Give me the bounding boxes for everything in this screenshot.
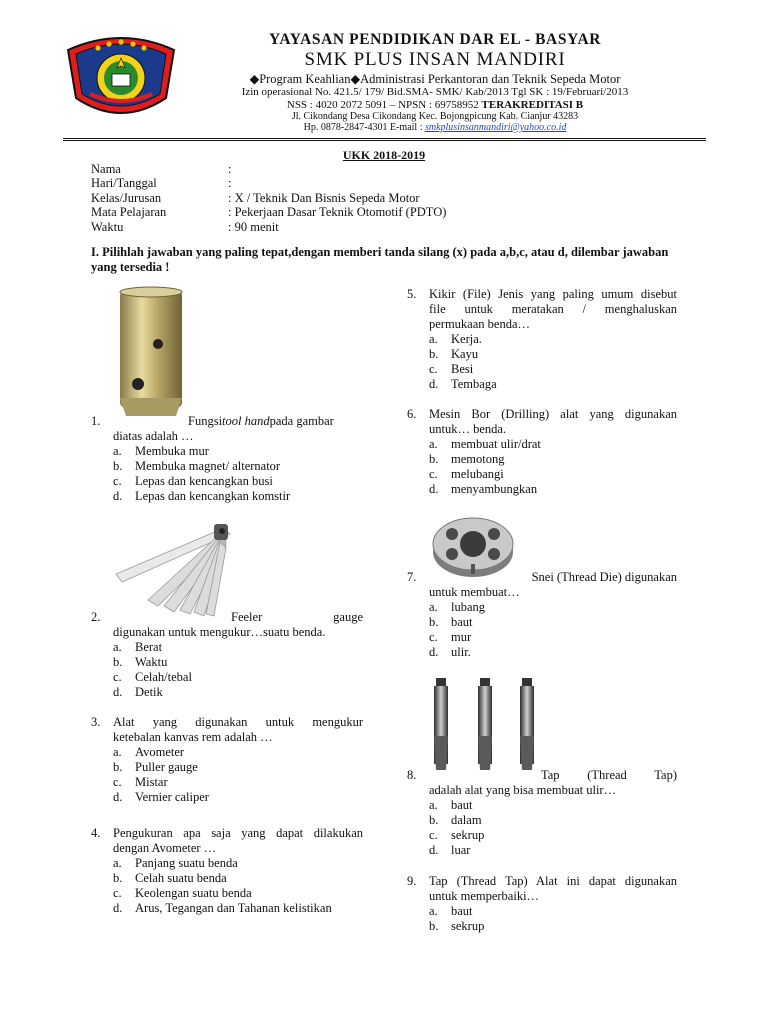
option-c[interactable] (407, 467, 677, 482)
option-a[interactable] (407, 600, 677, 615)
option-letter: b. (113, 760, 123, 774)
nss-line (180, 99, 690, 111)
option-letter: a. (429, 332, 438, 346)
option-letter: a. (429, 600, 438, 614)
address-line: Jl. Cikondang Desa Cikondang Kec. Bojongpicung Kab. Cianjur 43283 (291, 111, 579, 122)
contact-prefix: Hp. 0878-2847-4301 E-mail : (303, 122, 425, 133)
question-text: adalah alat yang bisa membuat ulir… (429, 783, 617, 797)
option-text: ulir. (451, 645, 471, 659)
info-value: : (228, 176, 232, 191)
option-text: membuat ulir/drat (451, 437, 541, 451)
option-text: Celah/tebal (135, 670, 192, 684)
option-text: Kayu (451, 347, 479, 361)
question-8 (407, 768, 677, 858)
info-label: Kelas/Jurusan (91, 190, 162, 205)
question-text: pada gambar (269, 414, 334, 428)
option-text: dalam (451, 813, 482, 827)
feeler-gauge-image (112, 520, 232, 620)
option-text: Waktu (135, 655, 168, 669)
info-value: : Pekerjaan Dasar Teknik Otomotif (PDTO) (228, 205, 447, 220)
thread-taps-image (428, 676, 544, 776)
option-d[interactable] (91, 790, 363, 805)
option-a[interactable] (91, 745, 363, 760)
option-letter: a. (113, 444, 122, 458)
permit-line: Izin operasional No. 421.5/ 179/ Bid.SMA- SMK/ Kab/2013 Tgl SK : 19/Februari/2013 (241, 86, 629, 98)
option-c[interactable] (91, 886, 363, 901)
question-number: 1. (91, 414, 101, 428)
option-text: sekrup (451, 828, 485, 842)
option-text: luar (451, 843, 471, 857)
nss-npsn: NSS : 4020 2072 5091 – NPSN : 69758952 (286, 99, 479, 111)
option-letter: a. (429, 904, 438, 918)
question-text: Fungsi (188, 414, 223, 428)
option-a[interactable] (91, 856, 363, 871)
option-letter: a. (429, 437, 438, 451)
question-6 (407, 407, 677, 497)
option-a[interactable] (91, 444, 363, 459)
option-letter: a. (113, 745, 122, 759)
option-b[interactable] (91, 655, 363, 670)
question-text: dengan Avometer … (113, 841, 217, 855)
option-d[interactable] (407, 645, 677, 660)
option-c[interactable] (407, 362, 677, 377)
bullet-icon: ◆ (249, 72, 260, 86)
option-d[interactable] (91, 901, 363, 916)
question-text: untuk memperbaiki… (429, 889, 540, 903)
option-letter: a. (113, 640, 122, 654)
option-text: baut (451, 904, 473, 918)
question-text: Snei (Thread Die) digunakan (531, 570, 677, 584)
option-letter: d. (113, 685, 123, 699)
email-link[interactable]: smkplusinsanmandiri@yahoo.co.id (424, 122, 567, 133)
info-row-date (91, 176, 446, 190)
info-label: Nama (91, 162, 121, 176)
option-letter: b. (429, 452, 439, 466)
option-b[interactable] (407, 919, 677, 934)
option-letter: b. (429, 919, 439, 933)
option-letter: c. (113, 474, 122, 488)
option-text: Panjang suatu benda (135, 856, 238, 870)
option-text: Keolengan suatu benda (135, 886, 252, 900)
option-c[interactable] (91, 775, 363, 790)
info-label: Waktu (91, 219, 124, 234)
option-letter: d. (429, 377, 439, 391)
info-value: : 90 menit (228, 219, 279, 234)
option-a[interactable] (407, 332, 677, 347)
question-2 (91, 610, 363, 700)
option-letter: b. (429, 347, 439, 361)
option-text: baut (451, 798, 473, 812)
option-letter: b. (429, 813, 439, 827)
info-label: Hari/Tanggal (91, 176, 157, 191)
program-prefix: Program Keahlian (259, 72, 351, 86)
exam-title: UKK 2018-2019 (342, 148, 426, 162)
option-c[interactable] (407, 630, 677, 645)
option-text: Vernier caliper (135, 790, 209, 804)
option-text: memotong (451, 452, 505, 466)
question-number: 3. (91, 715, 101, 729)
option-d[interactable] (407, 843, 677, 858)
program-line (180, 71, 690, 87)
option-letter: c. (429, 362, 438, 376)
info-row-subject (91, 205, 446, 219)
question-text: ketebalan kanvas rem adalah … (113, 730, 273, 744)
option-letter: c. (113, 775, 122, 789)
option-d[interactable] (407, 482, 677, 497)
option-d[interactable] (407, 377, 677, 392)
option-letter: d. (429, 843, 439, 857)
question-text: digunakan untuk mengukur…suatu benda. (113, 625, 326, 639)
option-b[interactable] (407, 347, 677, 362)
option-letter: c. (429, 828, 438, 842)
option-letter: b. (113, 655, 123, 669)
option-a[interactable] (407, 437, 677, 452)
question-number: 4. (91, 826, 101, 840)
question-1 (91, 414, 363, 504)
school-logo (62, 28, 180, 124)
option-text: menyambungkan (451, 482, 538, 496)
option-text: baut (451, 615, 473, 629)
header-divider (63, 138, 706, 142)
question-number: 9. (407, 874, 417, 888)
option-text: Puller gauge (135, 760, 198, 774)
question-text: Pengukuran apa saja yang dapat dilakukan (113, 826, 363, 840)
option-letter: b. (113, 459, 123, 473)
option-letter: b. (429, 615, 439, 629)
instructions: I. Pilihlah jawaban yang paling tepat,dengan memberi tanda silang (x) pada a,b,c, atau d, dilembar jawaban yang tersedia ! (91, 245, 669, 274)
question-text-italic: tool hand (222, 414, 270, 428)
question-text: file untuk meratakan / menghaluskan (429, 302, 677, 316)
option-a[interactable] (407, 904, 677, 919)
option-text: Membuka mur (135, 444, 209, 458)
question-text: Mesin Bor (Drilling) alat yang digunakan (429, 407, 677, 421)
option-letter: a. (113, 856, 122, 870)
option-d[interactable] (91, 685, 363, 700)
info-value: : X / Teknik Dan Bisnis Sepeda Motor (228, 190, 420, 205)
option-b[interactable] (407, 452, 677, 467)
student-info (91, 162, 446, 234)
option-letter: c. (429, 630, 438, 644)
option-b[interactable] (91, 871, 363, 886)
program-text: Administrasi Perkantoran dan Teknik Sepeda Motor (360, 72, 621, 86)
option-letter: a. (429, 798, 438, 812)
info-row-name (91, 162, 446, 176)
foundation-name: YAYASAN PENDIDIKAN DAR EL - BASYAR (268, 31, 602, 48)
option-text: Lepas dan kencangkan busi (135, 474, 273, 488)
bullet-icon: ◆ (350, 72, 361, 86)
option-letter: c. (429, 467, 438, 481)
question-text: Tap (Thread Tap) Alat ini dapat digunakan (429, 874, 677, 888)
accreditation: TERAKREDITASI B (481, 99, 584, 111)
option-text: mur (451, 630, 472, 644)
option-text: Lepas dan kencangkan komstir (135, 489, 291, 503)
info-row-class (91, 191, 446, 205)
option-b[interactable] (91, 760, 363, 775)
question-number: 5. (407, 287, 417, 301)
option-b[interactable] (407, 615, 677, 630)
option-text: Detik (135, 685, 163, 699)
option-text: Berat (135, 640, 163, 654)
question-text: diatas adalah … (113, 429, 194, 443)
option-text: Membuka magnet/ alternator (135, 459, 281, 473)
question-4 (91, 826, 363, 916)
question-5 (407, 287, 677, 392)
option-text: Kerja. (451, 332, 482, 346)
option-letter: d. (113, 489, 123, 503)
option-text: sekrup (451, 919, 485, 933)
question-7 (407, 570, 677, 660)
question-text: permukaan benda… (429, 317, 531, 331)
question-text: Feeler (231, 610, 263, 624)
school-name: SMK PLUS INSAN MANDIRI (304, 49, 566, 70)
question-text: untuk… benda. (429, 422, 507, 436)
question-text: gauge (333, 610, 363, 624)
option-text: melubangi (451, 467, 504, 481)
question-text: Kikir (File) Jenis yang paling umum disebut (429, 287, 677, 301)
option-letter: d. (429, 482, 439, 496)
option-d[interactable] (91, 489, 363, 504)
option-a[interactable] (91, 640, 363, 655)
contact-line (180, 122, 690, 133)
question-text: Tap (Thread Tap) (541, 768, 677, 782)
option-a[interactable] (407, 798, 677, 813)
question-number: 7. (407, 570, 417, 584)
info-value: : (228, 162, 232, 176)
question-text: Alat yang digunakan untuk mengukur (113, 715, 363, 729)
box-spanner-image (112, 286, 190, 420)
question-3 (91, 715, 363, 805)
option-text: lubang (451, 600, 486, 614)
option-c[interactable] (91, 670, 363, 685)
option-b[interactable] (407, 813, 677, 828)
option-letter: b. (113, 871, 123, 885)
question-9 (407, 874, 677, 934)
question-number: 6. (407, 407, 417, 421)
info-label: Mata Pelajaran (91, 205, 167, 220)
question-number: 2. (91, 610, 101, 624)
option-text: Arus, Tegangan dan Tahanan kelistikan (135, 901, 332, 915)
option-c[interactable] (407, 828, 677, 843)
option-letter: d. (113, 901, 123, 915)
option-b[interactable] (91, 459, 363, 474)
info-row-time (91, 220, 446, 234)
question-text: untuk membuat… (429, 585, 520, 599)
question-number: 8. (407, 768, 417, 782)
option-text: Besi (451, 362, 474, 376)
option-text: Avometer (135, 745, 185, 759)
option-text: Celah suatu benda (135, 871, 227, 885)
option-letter: c. (113, 670, 122, 684)
option-letter: c. (113, 886, 122, 900)
option-c[interactable] (91, 474, 363, 489)
option-letter: d. (113, 790, 123, 804)
option-letter: d. (429, 645, 439, 659)
option-text: Tembaga (451, 377, 497, 391)
option-text: Mistar (135, 775, 168, 789)
